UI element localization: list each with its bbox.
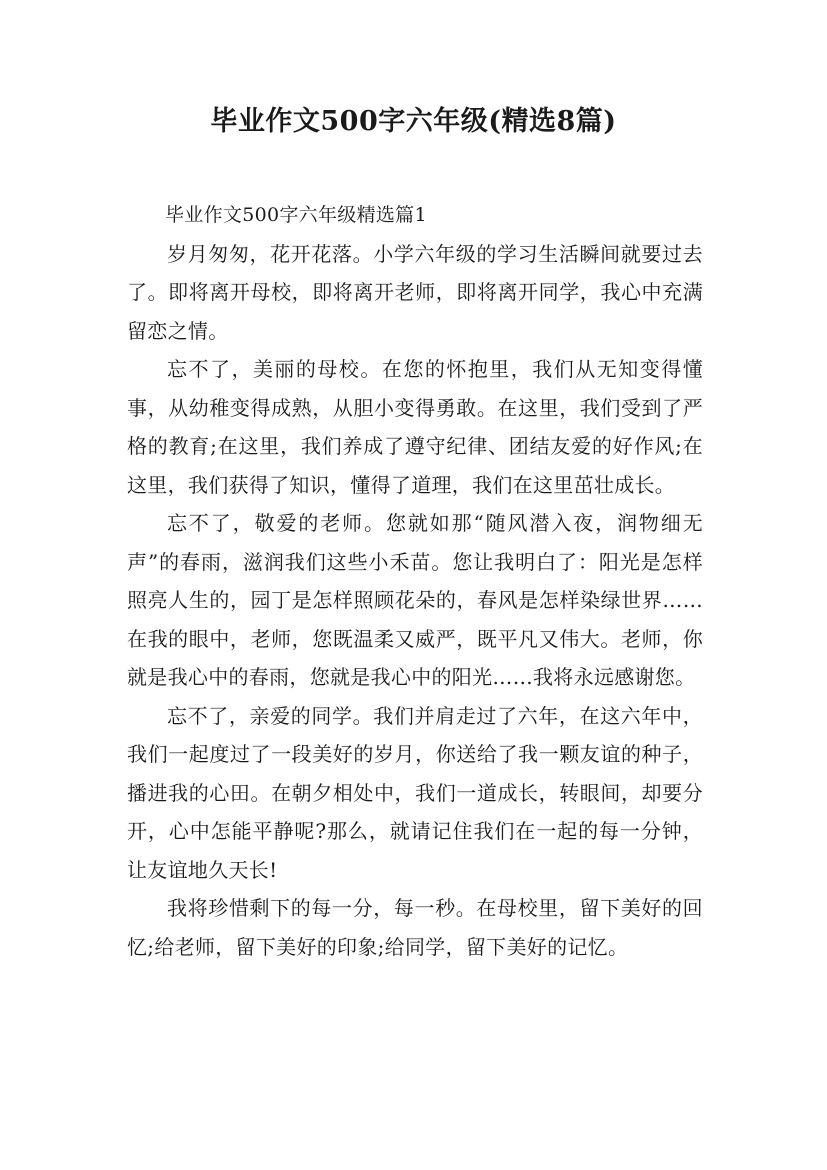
paragraph-1: 岁月匆匆，花开花落。小学六年级的学习生活瞬间就要过去了。即将离开母校，即将离开老师，即将离开同学，我心中充满留恋之情。 [127, 241, 703, 343]
paragraph-3: 忘不了，敬爱的老师。您就如那“随风潜入夜，润物细无声”的春雨，滋润我们这些小禾苗。您让我明白了：阳光是怎样照亮人生的，园丁是怎样照顾花朵的，春风是怎样染绿世界……在我的眼中，老师，您既温柔又威严，既平凡又伟大。老师，你就是我心中的春雨，您就是我心中的阳光……我将永远感谢您。 [127, 511, 703, 689]
document-title: 毕业作文500字六年级(精选8篇) [210, 106, 617, 137]
paragraph-2: 忘不了，美丽的母校。在您的怀抱里，我们从无知变得懂事，从幼稚变得成熟，从胆小变得勇敢。在这里，我们受到了严格的教育;在这里，我们养成了遵守纪律、团结友爱的好作风;在这里，我们获得了知识，懂得了道理，我们在这里茁壮成长。 [127, 357, 703, 497]
paragraph-4: 忘不了，亲爱的同学。我们并肩走过了六年，在这六年中，我们一起度过了一段美好的岁月，你送给了我一颗友谊的种子，播进我的心田。在朝夕相处中，我们一道成长，转眼间，却要分开，心中怎能平静呢?那么，就请记住我们在一起的每一分钟，让友谊地久天长! [127, 703, 703, 882]
section-heading: 毕业作文500字六年级精选篇1 [165, 204, 427, 226]
document-body [127, 196, 703, 966]
paragraph-5: 我将珍惜剩下的每一分，每一秒。在母校里，留下美好的回忆;给老师，留下美好的印象;给同学，留下美好的记忆。 [127, 896, 703, 959]
